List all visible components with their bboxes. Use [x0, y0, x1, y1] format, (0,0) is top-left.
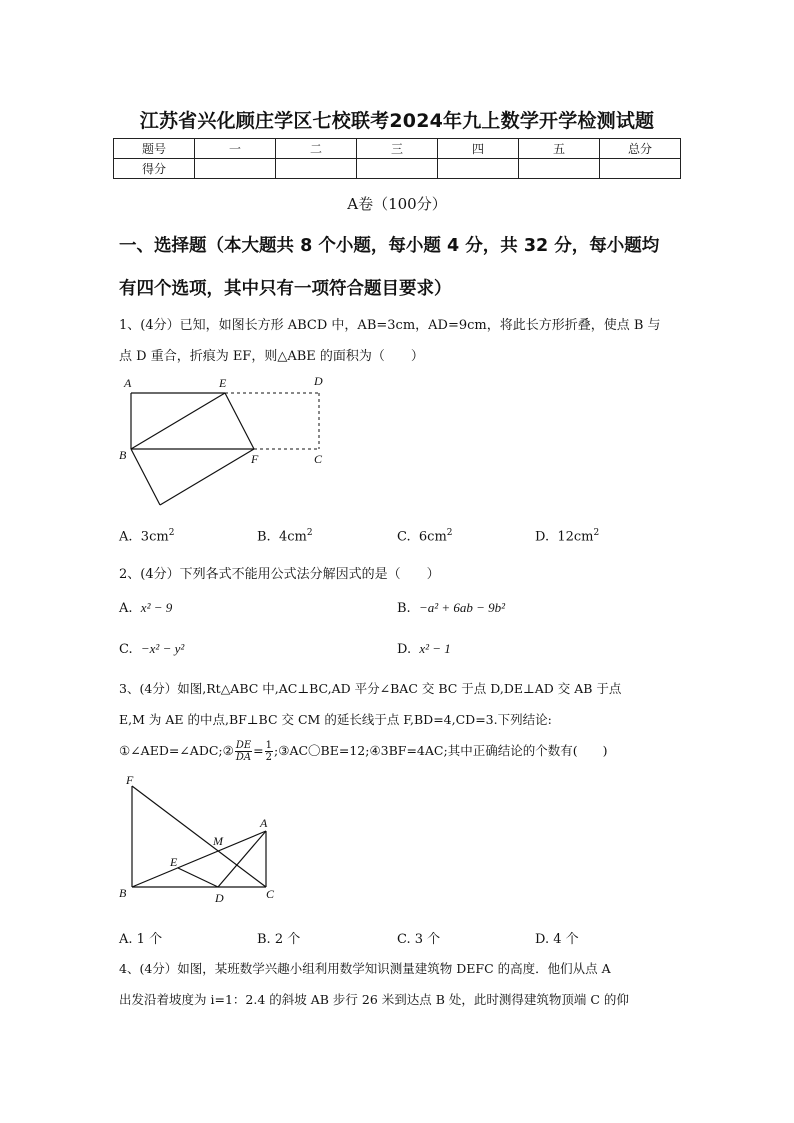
- score-cell: [519, 159, 600, 179]
- q3-half-den: 2: [265, 752, 273, 763]
- score-table-score-row: [114, 159, 681, 179]
- q1-option-value: 12cm: [557, 529, 594, 545]
- q1-option-value: 3cm: [140, 529, 169, 545]
- q3-label-m: M: [213, 834, 223, 848]
- q1-option-c[interactable]: [397, 528, 453, 544]
- q3-label-a: A: [260, 816, 268, 830]
- q2-option-a[interactable]: [119, 600, 172, 616]
- q1-option-b[interactable]: [257, 528, 313, 544]
- q1-option-letter: D.: [535, 529, 550, 545]
- score-header-cell: 四: [438, 139, 519, 159]
- q1-option-sup: 2: [168, 528, 175, 538]
- q2-option-letter: C.: [119, 642, 133, 657]
- score-header-cell: 一: [195, 139, 276, 159]
- q1-label-a: A: [124, 376, 132, 390]
- score-header-cell: 题号: [114, 139, 195, 159]
- score-header-cell: 总分: [600, 139, 681, 159]
- q3-half-num: 1: [265, 740, 273, 751]
- q1-segment-ef: [225, 393, 254, 449]
- q3-option-b[interactable]: [257, 928, 300, 947]
- q2-option-expr: −a² + 6ab − 9b²: [418, 600, 506, 615]
- q1-label-f: F: [251, 452, 259, 466]
- q3-option-value: 1 个: [136, 932, 163, 947]
- q3-stem-line3: [119, 740, 607, 763]
- q2-option-letter: D.: [397, 642, 412, 657]
- q3-option-c[interactable]: [397, 928, 440, 947]
- q2-option-b[interactable]: [397, 600, 505, 616]
- q1-segment-be: [131, 393, 225, 449]
- q3-line3-end: ;③AC〇BE=12;④3BF=4AC;其中正确结论的个数有( ): [274, 743, 608, 758]
- score-cell: [438, 159, 519, 179]
- section1-heading-line2: 有四个选项，其中只有一项符合题目要求）: [119, 279, 452, 299]
- q1-label-d: D: [314, 374, 323, 388]
- score-header-cell: 五: [519, 139, 600, 159]
- q1-option-d[interactable]: [535, 528, 599, 544]
- q2-option-d[interactable]: [397, 641, 451, 657]
- q3-equals: =: [253, 743, 264, 758]
- score-cell: [600, 159, 681, 179]
- q1-option-sup: 2: [593, 528, 600, 538]
- q3-segment-ed: [178, 868, 218, 887]
- q1-option-value: 4cm: [278, 529, 307, 545]
- q2-option-expr: x² − 1: [419, 641, 451, 656]
- q1-option-sup: 2: [306, 528, 313, 538]
- q3-figure: [112, 774, 292, 906]
- q3-stem-line2: E,M 为 AE 的中点,BF⊥BC 交 CM 的延长线于点 F,BD=4,CD=3.下列结论:: [119, 712, 552, 727]
- q1-label-e: E: [219, 376, 227, 390]
- q4-stem-line1: 4、(4分）如图，某班数学兴趣小组利用数学知识测量建筑物 DEFC 的高度．他们从点 A: [119, 961, 611, 976]
- q3-option-value: 3 个: [414, 932, 441, 947]
- q1-stem-line1: 1、(4分）已知，如图长方形 ABCD 中，AB=3cm，AD=9cm，将此长方形折叠，使点 B 与: [119, 318, 661, 333]
- q3-label-f: F: [126, 774, 134, 787]
- score-cell: [195, 159, 276, 179]
- q1-option-a[interactable]: [119, 528, 174, 544]
- q3-label-c: C: [266, 887, 275, 901]
- q3-option-value: 2 个: [274, 932, 301, 947]
- score-table: [113, 138, 681, 179]
- q3-fraction-de-da: [235, 740, 252, 763]
- q1-option-letter: C.: [397, 529, 411, 545]
- q1-option-sup: 2: [446, 528, 453, 538]
- q1-option-letter: B.: [257, 529, 271, 545]
- q2-option-expr: −x² − y²: [140, 641, 185, 656]
- q1-option-value: 6cm: [418, 529, 447, 545]
- q3-label-d: D: [215, 891, 224, 905]
- q2-stem: 2、(4分）下列各式不能用公式法分解因式的是（ ）: [119, 567, 440, 582]
- q3-fraction-half: [265, 740, 273, 763]
- q3-option-value: 4 个: [553, 932, 579, 947]
- q3-stem-line1: 3、(4分）如图,Rt△ABC 中,AC⊥BC,AD 平分∠BAC 交 BC 于点 D,DE⊥AD 交 AB 于点: [119, 681, 622, 696]
- score-row-label: 得分: [114, 159, 195, 179]
- q1-figure: [115, 372, 335, 512]
- score-header-cell: 三: [357, 139, 438, 159]
- q3-frac-num: DE: [235, 740, 252, 751]
- q2-option-expr: x² − 9: [140, 600, 173, 615]
- q2-option-c[interactable]: [119, 641, 184, 657]
- q3-segment-ad: [218, 831, 266, 887]
- q3-option-letter: C.: [397, 932, 411, 947]
- q2-option-letter: A.: [119, 601, 133, 616]
- score-header-cell: 二: [276, 139, 357, 159]
- q1-segment-fold-f: [160, 449, 254, 505]
- q1-label-b: B: [119, 448, 127, 462]
- q3-label-b: B: [119, 886, 127, 900]
- q3-option-a[interactable]: [119, 928, 162, 947]
- score-table-header-row: [114, 139, 681, 159]
- q3-option-d[interactable]: [535, 928, 579, 947]
- q1-segment-b-fold: [131, 449, 160, 505]
- q3-frac-den: DA: [235, 752, 252, 763]
- exam-title: 江苏省兴化顾庄学区七校联考2024年九上数学开学检测试题: [139, 110, 655, 132]
- section-a-heading: A卷（100分）: [347, 195, 447, 213]
- q3-option-letter: B.: [257, 932, 271, 947]
- q3-option-letter: A.: [119, 932, 133, 947]
- q1-option-letter: A.: [119, 529, 133, 545]
- score-cell: [276, 159, 357, 179]
- q2-option-letter: B.: [397, 601, 411, 616]
- q1-stem-line2: 点 D 重合，折痕为 EF，则△ABE 的面积为（ ）: [119, 349, 424, 364]
- score-cell: [357, 159, 438, 179]
- q3-segment-fc: [132, 786, 266, 887]
- section1-heading-line1: 一、选择题（本大题共 8 个小题，每小题 4 分，共 32 分，每小题均: [119, 236, 660, 256]
- q3-option-letter: D.: [535, 932, 550, 947]
- q3-label-e: E: [170, 855, 178, 869]
- q4-stem-line2: 出发沿着坡度为 i=1：2.4 的斜坡 AB 步行 26 米到达点 B 处，此时测得建筑物顶端 C 的仰: [119, 992, 629, 1007]
- q3-line3-start: ①∠AED=∠ADC;②: [119, 743, 234, 758]
- q1-label-c: C: [314, 452, 323, 466]
